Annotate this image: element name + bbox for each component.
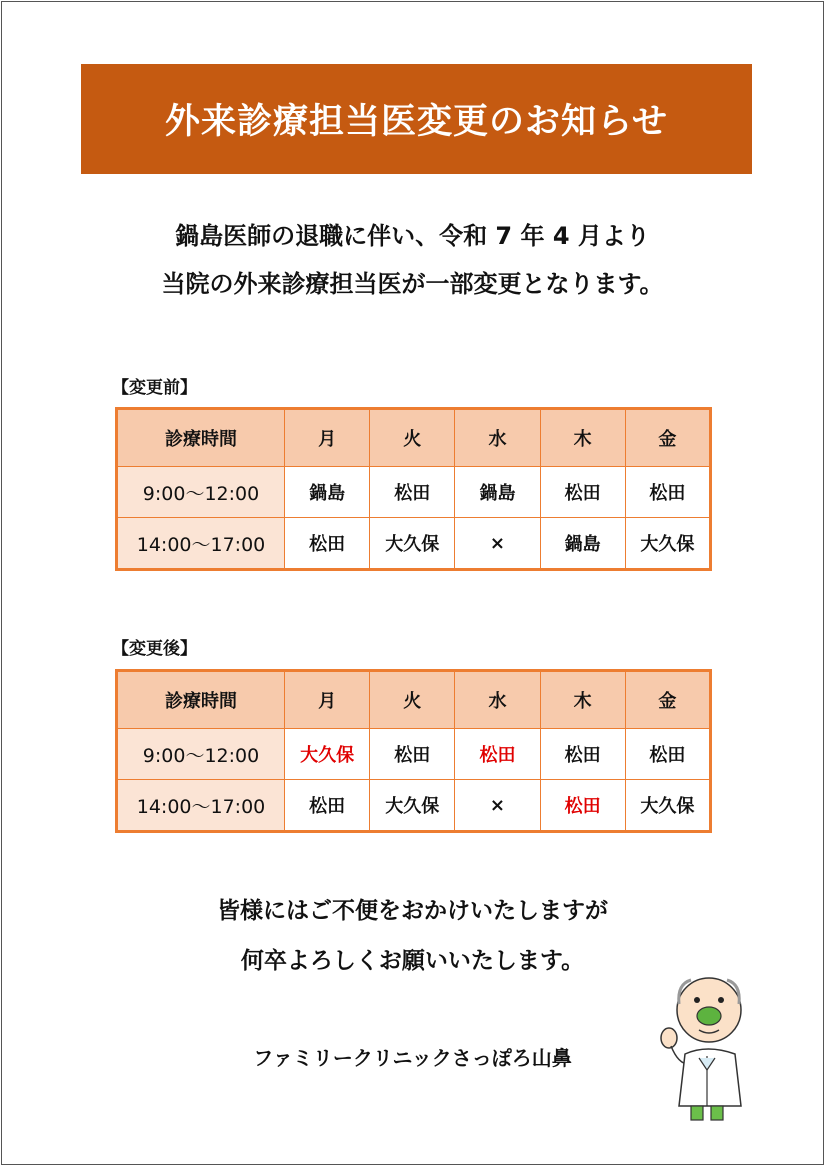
- doctor-cell: ×: [455, 780, 540, 832]
- doctor-cell: 松田: [540, 729, 625, 780]
- doctor-cell-changed: 松田: [540, 780, 625, 832]
- table-row: [117, 467, 711, 518]
- table-header-row: [117, 409, 711, 467]
- doctor-illustration-icon: [657, 966, 757, 1126]
- doctor-cell: 松田: [285, 518, 370, 570]
- time-cell: 9:00～12:00: [117, 467, 285, 518]
- clinic-name: ファミリークリニックさっぽろ山鼻: [253, 1046, 572, 1070]
- schedule-table-after: [115, 669, 712, 833]
- doctor-cell: 松田: [625, 729, 710, 780]
- table-header-row: [117, 671, 711, 729]
- header-cell: 水: [455, 409, 540, 467]
- intro-line-1: 鍋島医師の退職に伴い、令和 7 年 4 月より: [175, 222, 650, 250]
- closing-line-2: 何卒よろしくお願いいたします。: [240, 948, 585, 974]
- header-cell: 火: [370, 671, 455, 729]
- doctor-cell: 鍋島: [285, 467, 370, 518]
- doctor-cell: 松田: [540, 467, 625, 518]
- notice-page: [1, 1, 824, 1165]
- schedule-table-before: [115, 407, 712, 571]
- time-cell: 9:00～12:00: [117, 729, 285, 780]
- header-cell: 金: [625, 409, 710, 467]
- doctor-cell: 鍋島: [455, 467, 540, 518]
- closing-line-1: 皆様にはご不便をおかけいたしますが: [217, 898, 608, 924]
- table-row: [117, 780, 711, 832]
- doctor-cell: 鍋島: [540, 518, 625, 570]
- doctor-cell-changed: 松田: [455, 729, 540, 780]
- doctor-cell: 松田: [370, 467, 455, 518]
- table-row: [117, 518, 711, 570]
- header-cell: 金: [625, 671, 710, 729]
- header-cell: 月: [285, 409, 370, 467]
- header-cell: 水: [455, 671, 540, 729]
- time-cell: 14:00～17:00: [117, 780, 285, 832]
- header-cell: 診療時間: [117, 671, 285, 729]
- doctor-cell: 松田: [370, 729, 455, 780]
- header-cell: 火: [370, 409, 455, 467]
- intro-line-2: 当院の外来診療担当医が一部変更となります。: [161, 270, 664, 298]
- doctor-cell: 大久保: [625, 518, 710, 570]
- header-cell: 月: [285, 671, 370, 729]
- doctor-cell-changed: 大久保: [285, 729, 370, 780]
- header-cell: 木: [540, 671, 625, 729]
- doctor-cell: ×: [455, 518, 540, 570]
- table-row: [117, 729, 711, 780]
- intro-text: [2, 212, 823, 308]
- time-cell: 14:00～17:00: [117, 518, 285, 570]
- doctor-cell: 大久保: [370, 780, 455, 832]
- header-cell: 診療時間: [117, 409, 285, 467]
- header-cell: 木: [540, 409, 625, 467]
- before-label: 【変更前】: [112, 378, 197, 398]
- doctor-cell: 松田: [285, 780, 370, 832]
- doctor-cell: 松田: [625, 467, 710, 518]
- after-label: 【変更後】: [112, 639, 197, 659]
- page-title: 外来診療担当医変更のお知らせ: [165, 102, 668, 142]
- doctor-cell: 大久保: [370, 518, 455, 570]
- title-banner: [81, 64, 752, 174]
- doctor-cell: 大久保: [625, 780, 710, 832]
